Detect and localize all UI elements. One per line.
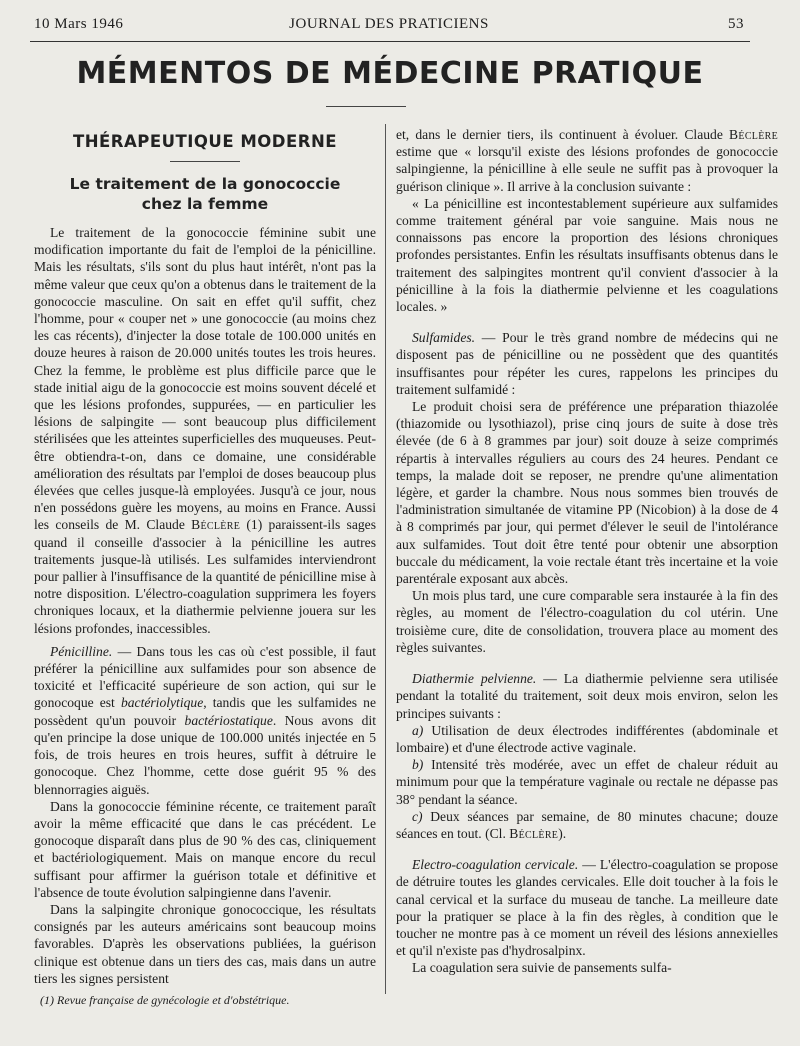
subheading-diathermie: Diathermie pelvienne. [412, 671, 537, 687]
list-item-b: b) Intensité très modérée, avec un effet de chaleur réduit au minimum pour que la température vaginale ou rectale ne dépasse pas 38° pendant la séance. [396, 757, 778, 807]
paragraph-chronic: Dans la salpingite chronique gonococcique, les résultats consignés par les auteurs américains sont beaucoup moins favorables. D'après les observations publiées, la guérison clinique est obtenue dans un tiers des cas, mais dans un autre tiers les signes persistent [34, 901, 376, 986]
author-name: Béclère [729, 127, 778, 142]
section-heading: THÉRAPEUTIQUE MODERNE [72, 132, 338, 151]
paragraph-quote: « La pénicilline est incontestablement supérieure aux sulfamides comme traitement général par voie sanguine. Mais nous ne connaissons pas encore la proportion des lésions chroniques profondes persistantes. Enfin les résultats insuffisants obtenus dans le traitement des salpingites montrent qu'il convient d'associer à la pénicilline à la fois la diathermie pelvienne et les coagulations locales. » [396, 195, 778, 315]
paragraph-recent: Dans la gonococcie féminine récente, ce traitement paraît avoir la même efficacité que dans le cas précédent. Le gonocoque disparaît dans plus de 90 % des cas, cliniquement et bactériologiquement. Mais on manque encore du recul suffisant pour affirmer la guérison totale et définitive et l'absence de toute évolution salpingienne dans l'avenir. [34, 798, 376, 900]
right-body [396, 126, 778, 977]
running-head [34, 16, 744, 38]
list-item-c: c) Deux séances par semaine, de 80 minutes chacune; douze séances en tout. (Cl. Béclère). [396, 808, 778, 841]
author-name: Béclère [509, 825, 559, 841]
left-column [34, 126, 376, 987]
article-title-line-2: chez la femme [141, 195, 269, 213]
subheading-penicilline: Pénicilline. [50, 643, 113, 659]
subheading-sulfamides: Sulfamides. [412, 330, 476, 346]
journal-name: JOURNAL DES PRATICIENS [289, 16, 489, 32]
page-number: 53 [728, 16, 744, 32]
subheading-electrocoagulation: Electro-coagulation cervicale. [412, 857, 579, 873]
paragraph-sulfamides-2: Le produit choisi sera de préférence une préparation thiazolée (thiazomide ou lysothiazol), prise cinq jours de suite à dose très élevée (de 6 à 8 grammes par jour) soit douze à seize comprimés répartis à intervalles réguliers au cours des 24 heures. Pendant ce temps, la malade doit se reposer, ne prendre qu'une alimentation légère, et garder la chambre. Nous nous sommes bien trouvés de l'administration simultanée de vitamine PP (Nicobion) à la dose de 4 à 8 comprimés par jour, qui permet d'élever le seuil de l'intolérance aux sulfamides. Tout doit être tenté pour obtenir une absorption buccale du médicament, la voie rectale étant très incertaine et la voie parentérale exposant aux abcès. [396, 399, 778, 587]
article-title [34, 174, 376, 214]
paragraph-sulfamides-3: Un mois plus tard, une cure comparable sera instaurée à la fin des règles, au moment de l'électro-coagulation du col utérin. Une troisième cure, dite de consolidation, trouvera place au moment des règles suivantes. [396, 588, 778, 655]
left-body [34, 224, 376, 987]
paragraph-sulfamides: Sulfamides. — Pour le très grand nombre de médecins qui ne disposent pas de pénicilline ou ne possèdent que des quantités insuffisantes pour répéter les cures, rappelons les principes du traitement sulfamidé : [396, 330, 778, 397]
title-rule [326, 106, 406, 107]
section-rule [170, 161, 240, 162]
main-title: MÉMENTOS DE MÉDECINE PRATIQUE [76, 56, 704, 91]
paragraph-diathermie: Diathermie pelvienne. — La diathermie pelvienne sera utilisée pendant la totalité du traitement, soit deux mois environ, selon les principes suivants : [396, 671, 779, 721]
paragraph-penicilline: Pénicilline. — Dans tous les cas où c'est possible, il faut préférer la pénicilline aux sulfamides pour son absence de toxicité et l'efficacité supérieure de son action, qui sur le gonocoque est bactériolytique, tandis que les sulfamides ne possèdent qu'un pouvoir bactériostatique. Nous avons dit qu'en principe la dose unique de 100.000 unités injectée en 5 fois, de trois heures en trois heures, suffit à détruire le gonocoque. Chez l'homme, cette dose guérit 95 % des blennorragies aiguës. [34, 643, 377, 797]
article-title-line-1: Le traitement de la gonococcie [69, 175, 341, 193]
paragraph-intro: Le traitement de la gonococcie féminine subit une modification importante du fait de l'emploi de la pénicilline. Mais les résultats, s'ils sont du plus haut intérêt, n'ont pas la même valeur que ceux qu'on a obtenus dans le traitement de la gonococcie masculine. On sait en effet qu'il suffit, chez l'homme, pour « couper net » une gonococcie (au moins chez les cas récents), d'injecter la dose totale de 100.000 unités en douze heures à raison de 20.000 unités toutes les trois heures. Chez la femme, le problème est plus difficile parce que le stade initial aigu de la gonococcie est moins souvent décelé et que les lésions profondes, suppurées, — en particulier les lésions de salpingite — sont beaucoup plus difficilement stérilisées que les atteintes superficielles des muqueuses. Peut-être obtiendra-t-on, dans ce domaine, une considérable amélioration des résultats par l'emploi de doses beaucoup plus élevées que celles jusque-là employées. Jusqu'à ce jour, nous n'en possédons guère les moyens, au moins en France. Aussi les conseils de M. Claude Béclère (1) paraissent-ils sages quand il conseille d'associer à la pénicilline les autres traitements jusque-là utilisés. Les sulfamides interviendront pour pallier à l'insuffisance de la quantité de pénicilline mise à notre disposition. L'électro-coagulation supprimera les foyers chroniques locaux, et la diathermie pelvienne jouera sur les lésions profondes, inaccessibles. [34, 225, 376, 636]
issue-date: 10 Mars 1946 [34, 16, 124, 32]
column-divider [385, 124, 386, 994]
paragraph-electrocoagulation: Electro-coagulation cervicale. — L'électro-coagulation se propose de détruire toutes les glandes cervicales. Elle doit toucher à la fois le canal cervical et la surface du museau de tanche. La meilleure date pour la pratiquer se place à la fin des règles, à condition que le toucher ne montre pas à ce moment un réveil des lésions annexielles et qu'il n'existe pas d'hydrosalpinx. [396, 857, 778, 959]
paragraph-continuation: et, dans le dernier tiers, ils continuent à évoluer. Claude Béclère estime que « lorsqu'il existe des lésions profondes de gonococcie salpingienne, la pénicilline à elle seule ne suffit pas à provoquer la guérison clinique ». Il arrive à la conclusion suivante : [396, 127, 778, 194]
list-item-a: a) Utilisation de deux électrodes indifférentes (abdominale et lombaire) et d'une électrode active vaginale. [396, 722, 778, 755]
footnote: (1) Revue française de gynécologie et d'obstétrique. [40, 993, 290, 1007]
author-name: Béclère [191, 517, 241, 533]
header-rule [30, 41, 750, 42]
paragraph-electrocoagulation-2: La coagulation sera suivie de pansements sulfa- [412, 960, 672, 976]
right-column [396, 126, 778, 977]
